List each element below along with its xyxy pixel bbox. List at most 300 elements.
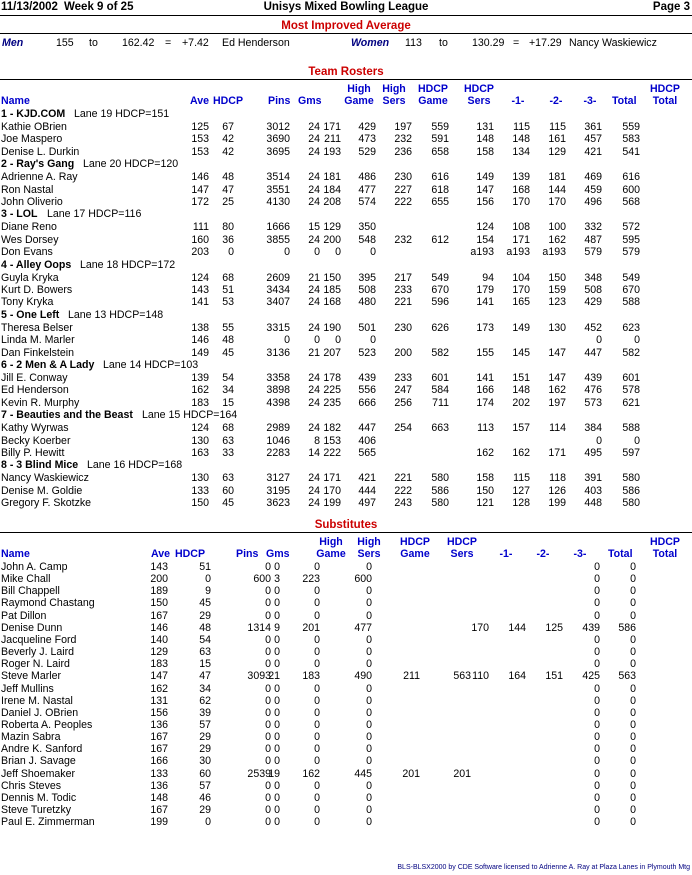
player-gms: 24 bbox=[308, 384, 320, 397]
player-hdcp-total: 583 bbox=[622, 133, 640, 146]
player-gms: 15 bbox=[308, 221, 320, 234]
player-high-game: 200 bbox=[323, 233, 341, 246]
player-hdcp-game: 230 bbox=[394, 171, 412, 184]
subs-col-game2: -2- bbox=[536, 548, 550, 560]
player-high-sers: 0 bbox=[366, 561, 372, 573]
player-hdcp-game: 254 bbox=[394, 422, 412, 435]
player-hdcp-total: 572 bbox=[622, 221, 640, 234]
player-high-sers: 0 bbox=[366, 706, 372, 719]
most-improved-title: Most Improved Average bbox=[281, 20, 411, 32]
player-high-game: 190 bbox=[323, 321, 341, 334]
player-hdcp: 42 bbox=[222, 133, 234, 146]
player-pins: 0 bbox=[265, 706, 271, 719]
player-ave: 153 bbox=[191, 145, 209, 158]
player-gms: 0 bbox=[314, 334, 320, 347]
player-high-game: 183 bbox=[302, 670, 320, 683]
player-ave: 160 bbox=[191, 233, 209, 246]
player-hdcp: 54 bbox=[199, 633, 211, 646]
player-game2: 157 bbox=[512, 422, 530, 435]
player-total: 0 bbox=[594, 816, 600, 829]
player-name: Beverly J. Laird bbox=[1, 646, 75, 659]
table-row bbox=[0, 780, 692, 792]
subs-col-high-sers: Sers bbox=[357, 548, 381, 560]
player-hdcp: 67 bbox=[222, 121, 234, 133]
player-hdcp: 33 bbox=[222, 447, 234, 459]
player-high-game: 222 bbox=[323, 447, 341, 459]
player-name: Theresa Belser bbox=[1, 321, 73, 334]
player-name: Don Evans bbox=[1, 246, 53, 259]
player-hdcp: 48 bbox=[222, 171, 234, 184]
subs-col-name: Name bbox=[1, 548, 30, 560]
player-hdcp-total: 0 bbox=[630, 743, 636, 756]
player-high-sers: 350 bbox=[358, 221, 376, 234]
player-game1: 162 bbox=[476, 447, 494, 459]
player-game2: 148 bbox=[512, 384, 530, 397]
most-improved-divider bbox=[0, 33, 692, 34]
table-row bbox=[0, 768, 692, 780]
player-total: 439 bbox=[582, 621, 600, 634]
player-high-game: 0 bbox=[335, 246, 341, 259]
player-high-sers: 666 bbox=[358, 396, 376, 409]
player-game3: 129 bbox=[548, 145, 566, 158]
player-high-sers: 0 bbox=[366, 597, 372, 610]
player-high-game: 193 bbox=[323, 145, 341, 158]
player-gms: 0 bbox=[274, 658, 280, 671]
substitutes-title: Substitutes bbox=[314, 519, 378, 531]
player-gms: 24 bbox=[308, 284, 320, 296]
player-pins: 0 bbox=[265, 633, 271, 646]
table-row bbox=[0, 296, 692, 308]
table-row bbox=[0, 755, 692, 767]
col-hdcp-game: Game bbox=[418, 95, 448, 107]
player-high-sers: 600 bbox=[354, 573, 372, 586]
player-game2: 171 bbox=[512, 233, 530, 246]
player-hdcp-game: 256 bbox=[394, 396, 412, 409]
player-name: Bill Chappell bbox=[1, 585, 60, 598]
player-gms: 0 bbox=[314, 246, 320, 259]
player-hdcp: 57 bbox=[199, 779, 211, 792]
player-total: 0 bbox=[594, 767, 600, 780]
player-game2: 149 bbox=[512, 321, 530, 334]
player-pins: 0 bbox=[265, 791, 271, 804]
player-high-sers: 480 bbox=[358, 296, 376, 309]
player-high-sers: 406 bbox=[358, 434, 376, 447]
table-row bbox=[0, 472, 692, 484]
player-ave: 167 bbox=[150, 804, 168, 816]
player-game2: 168 bbox=[512, 183, 530, 196]
table-row bbox=[0, 447, 692, 459]
player-hdcp-total: 621 bbox=[622, 396, 640, 409]
table-row bbox=[0, 622, 692, 634]
player-hdcp-sers: 596 bbox=[431, 296, 449, 309]
player-high-sers: 0 bbox=[366, 731, 372, 744]
table-row bbox=[0, 497, 692, 509]
player-pins: 4130 bbox=[266, 196, 290, 208]
player-ave: 167 bbox=[150, 609, 168, 622]
player-high-sers: 0 bbox=[366, 633, 372, 646]
player-ave: 143 bbox=[150, 561, 168, 573]
men-to-word: to bbox=[89, 37, 98, 49]
player-hdcp-total: 0 bbox=[634, 334, 640, 347]
player-hdcp-sers: 601 bbox=[431, 372, 449, 384]
player-name: Kathie OBrien bbox=[1, 121, 67, 133]
team-header bbox=[0, 409, 692, 422]
player-total: 579 bbox=[584, 246, 602, 259]
player-hdcp: 60 bbox=[222, 484, 234, 497]
player-total: 361 bbox=[584, 121, 602, 133]
table-row bbox=[0, 485, 692, 497]
player-ave: 162 bbox=[191, 384, 209, 397]
player-game3: 170 bbox=[548, 196, 566, 208]
player-gms: 24 bbox=[308, 372, 320, 384]
player-pins: 2989 bbox=[266, 422, 290, 435]
player-name: Raymond Chastang bbox=[1, 597, 95, 610]
player-total: 0 bbox=[596, 334, 602, 347]
player-hdcp-sers: 549 bbox=[431, 271, 449, 284]
player-game3: 199 bbox=[548, 497, 566, 510]
team-header bbox=[0, 108, 692, 121]
player-hdcp: 48 bbox=[222, 334, 234, 347]
women-from: 113 bbox=[405, 37, 422, 49]
player-name: Nancy Waskiewicz bbox=[1, 472, 89, 485]
player-high-game: 184 bbox=[323, 183, 341, 196]
player-name: Ron Nastal bbox=[1, 183, 54, 196]
player-game1: 148 bbox=[476, 133, 494, 146]
player-game3: 197 bbox=[548, 396, 566, 409]
player-game2: 104 bbox=[512, 271, 530, 284]
team-header bbox=[0, 208, 692, 221]
player-name: Kathy Wyrwas bbox=[1, 422, 69, 435]
player-hdcp-sers: 618 bbox=[431, 183, 449, 196]
table-row bbox=[0, 646, 692, 658]
player-hdcp-game: 222 bbox=[394, 196, 412, 208]
table-row bbox=[0, 372, 692, 384]
table-row bbox=[0, 585, 692, 597]
col-high-game-top: High bbox=[347, 83, 371, 95]
player-hdcp-sers: 580 bbox=[431, 472, 449, 485]
player-pins: 3136 bbox=[266, 346, 290, 359]
player-hdcp-total: 588 bbox=[622, 422, 640, 435]
player-total: 469 bbox=[584, 171, 602, 184]
player-name: Daniel J. OBrien bbox=[1, 706, 79, 719]
player-high-sers: 529 bbox=[358, 145, 376, 158]
player-total: 495 bbox=[584, 447, 602, 459]
player-ave: 136 bbox=[150, 718, 168, 731]
player-high-game: 0 bbox=[314, 609, 320, 622]
player-pins: 0 bbox=[265, 816, 271, 829]
player-gms: 24 bbox=[308, 145, 320, 158]
player-high-sers: 421 bbox=[358, 472, 376, 485]
player-high-sers: 486 bbox=[358, 171, 376, 184]
player-pins: 0 bbox=[265, 682, 271, 695]
player-pins: 0 bbox=[265, 561, 271, 573]
player-gms: 0 bbox=[274, 779, 280, 792]
league-title: Unisys Mixed Bowling League bbox=[263, 1, 429, 13]
player-hdcp-total: 549 bbox=[622, 271, 640, 284]
player-high-game: 0 bbox=[314, 718, 320, 731]
player-hdcp-total: 0 bbox=[630, 646, 636, 659]
player-game2: 144 bbox=[508, 621, 526, 634]
col-pins: Pins bbox=[268, 95, 291, 107]
table-row bbox=[0, 731, 692, 743]
player-name: Roberta A. Peoples bbox=[1, 718, 93, 731]
subs-col-game1: -1- bbox=[499, 548, 513, 560]
player-hdcp: 34 bbox=[199, 682, 211, 695]
player-gms: 8 bbox=[314, 434, 320, 447]
subs-col-hdcp: HDCP bbox=[175, 548, 206, 560]
player-pins: 1046 bbox=[266, 434, 290, 447]
subs-col-gms: Gms bbox=[266, 548, 290, 560]
player-name: Kurt D. Bowers bbox=[1, 284, 73, 296]
player-gms: 24 bbox=[308, 121, 320, 133]
player-gms: 24 bbox=[308, 321, 320, 334]
player-game3: 125 bbox=[545, 621, 563, 634]
player-pins: 0 bbox=[265, 609, 271, 622]
player-gms: 0 bbox=[274, 816, 280, 829]
player-name: Mike Chall bbox=[1, 573, 51, 586]
most-improved-row bbox=[0, 37, 692, 51]
player-hdcp: 63 bbox=[222, 434, 234, 447]
player-ave: 147 bbox=[150, 670, 168, 683]
player-game2: 162 bbox=[512, 447, 530, 459]
player-ave: 131 bbox=[150, 694, 168, 707]
player-high-game: 171 bbox=[323, 472, 341, 485]
player-gms: 3 bbox=[274, 573, 280, 586]
player-game2: 164 bbox=[508, 670, 526, 683]
player-game1: 141 bbox=[476, 296, 494, 309]
player-hdcp: 54 bbox=[222, 372, 234, 384]
player-game1: 124 bbox=[476, 221, 494, 234]
col-high-sers-top: High bbox=[382, 83, 406, 95]
table-row bbox=[0, 658, 692, 670]
player-hdcp-total: 600 bbox=[622, 183, 640, 196]
player-high-game: 0 bbox=[314, 816, 320, 829]
player-pins: 0 bbox=[265, 597, 271, 610]
player-name: Guyla Kryka bbox=[1, 271, 59, 284]
player-ave: 111 bbox=[192, 221, 209, 234]
player-high-game: 207 bbox=[323, 346, 341, 359]
player-hdcp-total: 0 bbox=[630, 633, 636, 646]
player-pins: 3695 bbox=[266, 145, 290, 158]
team-header bbox=[0, 459, 692, 472]
report-date: 11/13/2002 bbox=[1, 1, 58, 13]
player-game1: 166 bbox=[476, 384, 494, 397]
substitutes-divider bbox=[0, 532, 692, 533]
table-row bbox=[0, 221, 692, 233]
player-gms: 21 bbox=[308, 346, 320, 359]
player-high-game: 0 bbox=[314, 791, 320, 804]
player-name: Ed Henderson bbox=[1, 384, 69, 397]
player-high-sers: 0 bbox=[370, 246, 376, 259]
player-hdcp-game: 243 bbox=[394, 497, 412, 510]
table-row bbox=[0, 561, 692, 573]
player-total: 332 bbox=[584, 221, 602, 234]
player-gms: 0 bbox=[274, 646, 280, 659]
table-row bbox=[0, 435, 692, 447]
subs-col-pins: Pins bbox=[236, 548, 259, 560]
player-high-game: 0 bbox=[314, 779, 320, 792]
player-gms: 0 bbox=[274, 804, 280, 816]
player-game2: a193 bbox=[506, 246, 530, 259]
player-high-game: 0 bbox=[314, 743, 320, 756]
player-name: Linda M. Marler bbox=[1, 334, 75, 347]
subs-col-high-game-top: High bbox=[319, 536, 343, 548]
col-game2: -2- bbox=[549, 95, 563, 107]
player-high-sers: 0 bbox=[366, 694, 372, 707]
table-row bbox=[0, 234, 692, 246]
player-game3: 161 bbox=[548, 133, 566, 146]
player-name: Joe Maspero bbox=[1, 133, 63, 146]
player-game2: 108 bbox=[512, 221, 530, 234]
player-high-sers: 574 bbox=[358, 196, 376, 208]
team-lane-info: Lane 14 HDCP=103 bbox=[103, 359, 199, 371]
player-gms: 0 bbox=[274, 694, 280, 707]
player-hdcp: 39 bbox=[199, 706, 211, 719]
player-ave: 125 bbox=[191, 121, 209, 133]
player-pins: 2283 bbox=[266, 447, 290, 459]
player-hdcp: 46 bbox=[199, 791, 211, 804]
player-gms: 0 bbox=[274, 682, 280, 695]
player-high-game: 0 bbox=[314, 804, 320, 816]
player-name: Jeff Shoemaker bbox=[1, 767, 76, 780]
subs-col-hdcp-total: Total bbox=[652, 548, 678, 560]
player-ave: 153 bbox=[191, 133, 209, 146]
player-game3: 150 bbox=[548, 271, 566, 284]
table-row bbox=[0, 634, 692, 646]
player-total: 508 bbox=[584, 284, 602, 296]
table-row bbox=[0, 133, 692, 145]
player-high-game: 208 bbox=[323, 196, 341, 208]
player-hdcp-sers: 201 bbox=[453, 767, 471, 780]
player-hdcp-total: 0 bbox=[630, 816, 636, 829]
player-hdcp: 47 bbox=[199, 670, 211, 683]
player-hdcp-sers: 612 bbox=[431, 233, 449, 246]
player-pins: 3127 bbox=[266, 472, 290, 485]
player-high-sers: 556 bbox=[358, 384, 376, 397]
team-lane-info: Lane 20 HDCP=120 bbox=[83, 158, 179, 171]
player-pins: 0 bbox=[265, 804, 271, 816]
player-total: 0 bbox=[594, 804, 600, 816]
player-hdcp: 30 bbox=[199, 755, 211, 768]
player-total: 0 bbox=[594, 791, 600, 804]
table-row bbox=[0, 719, 692, 731]
player-game3: 144 bbox=[548, 183, 566, 196]
player-hdcp: 80 bbox=[222, 221, 234, 234]
player-game2: 128 bbox=[512, 497, 530, 510]
player-hdcp: 68 bbox=[222, 422, 234, 435]
player-hdcp: 36 bbox=[222, 233, 234, 246]
player-hdcp: 55 bbox=[222, 321, 234, 334]
table-row bbox=[0, 573, 692, 585]
player-hdcp-game: 227 bbox=[394, 183, 412, 196]
player-ave: 150 bbox=[150, 597, 168, 610]
player-high-sers: 445 bbox=[354, 767, 372, 780]
player-game3: 123 bbox=[548, 296, 566, 309]
player-hdcp-total: 578 bbox=[622, 384, 640, 397]
team-name: 5 - One Left bbox=[1, 308, 60, 321]
player-total: 0 bbox=[594, 718, 600, 731]
player-name: Steve Turetzky bbox=[1, 804, 72, 816]
player-hdcp-game: 230 bbox=[394, 321, 412, 334]
player-pins: 3315 bbox=[266, 321, 290, 334]
player-total: 0 bbox=[594, 731, 600, 744]
team-header bbox=[0, 259, 692, 272]
player-name: Kevin R. Murphy bbox=[1, 396, 80, 409]
player-name: Steve Marler bbox=[1, 670, 62, 683]
player-hdcp: 29 bbox=[199, 609, 211, 622]
player-hdcp-total: 601 bbox=[622, 372, 640, 384]
player-hdcp-sers: 580 bbox=[431, 497, 449, 510]
player-pins: 0 bbox=[284, 334, 290, 347]
table-row bbox=[0, 322, 692, 334]
player-hdcp-total: 580 bbox=[622, 472, 640, 485]
player-game3: 100 bbox=[548, 221, 566, 234]
col-hdcp-sers: Sers bbox=[467, 95, 491, 107]
player-game3: 115 bbox=[549, 121, 566, 133]
player-hdcp-sers: 670 bbox=[431, 284, 449, 296]
player-total: 0 bbox=[594, 585, 600, 598]
player-total: 457 bbox=[584, 133, 602, 146]
player-hdcp-total: 582 bbox=[622, 346, 640, 359]
player-hdcp-game: 201 bbox=[402, 767, 420, 780]
player-high-sers: 0 bbox=[366, 585, 372, 598]
player-hdcp-total: 0 bbox=[630, 694, 636, 707]
player-hdcp-total: 597 bbox=[622, 447, 640, 459]
player-gms: 24 bbox=[308, 233, 320, 246]
player-hdcp: 57 bbox=[199, 718, 211, 731]
player-hdcp: 0 bbox=[205, 816, 211, 829]
player-hdcp: 42 bbox=[222, 145, 234, 158]
team-name: 6 - 2 Men & A Lady bbox=[1, 359, 95, 371]
player-total: 447 bbox=[584, 346, 602, 359]
player-high-sers: 548 bbox=[358, 233, 376, 246]
player-gms: 24 bbox=[308, 196, 320, 208]
col-game1: -1- bbox=[511, 95, 525, 107]
player-name: Dennis M. Todic bbox=[1, 791, 77, 804]
player-high-sers: 0 bbox=[370, 334, 376, 347]
player-name: John A. Camp bbox=[1, 561, 68, 573]
report-week: Week 9 of 25 bbox=[64, 1, 134, 13]
player-ave: 203 bbox=[191, 246, 209, 259]
player-game1: 173 bbox=[476, 321, 494, 334]
player-game1: 154 bbox=[476, 233, 494, 246]
player-name: Denise M. Goldie bbox=[1, 484, 83, 497]
player-hdcp-game: 233 bbox=[394, 284, 412, 296]
player-total: 476 bbox=[584, 384, 602, 397]
player-high-sers: 490 bbox=[354, 670, 372, 683]
player-pins: 600 bbox=[253, 573, 271, 586]
player-game1: 174 bbox=[476, 396, 494, 409]
player-high-sers: 0 bbox=[366, 791, 372, 804]
player-gms: 0 bbox=[274, 743, 280, 756]
player-name: Andre K. Sanford bbox=[1, 743, 83, 756]
player-hdcp-sers: 626 bbox=[431, 321, 449, 334]
player-total: 448 bbox=[584, 497, 602, 510]
player-hdcp-total: 0 bbox=[630, 755, 636, 768]
col-hdcp-game-top: HDCP bbox=[417, 83, 449, 95]
player-gms: 21 bbox=[268, 670, 280, 683]
player-name: Roger N. Laird bbox=[1, 658, 70, 671]
team-rosters-title: Team Rosters bbox=[308, 66, 384, 78]
team-header bbox=[0, 359, 692, 372]
team-rosters-divider bbox=[0, 79, 692, 80]
col-name: Name bbox=[1, 95, 30, 107]
col-hdcp-sers-top: HDCP bbox=[463, 83, 495, 95]
player-game1: 147 bbox=[476, 183, 494, 196]
player-hdcp: 0 bbox=[205, 573, 211, 586]
player-total: 459 bbox=[584, 183, 602, 196]
player-game1: 113 bbox=[477, 422, 494, 435]
